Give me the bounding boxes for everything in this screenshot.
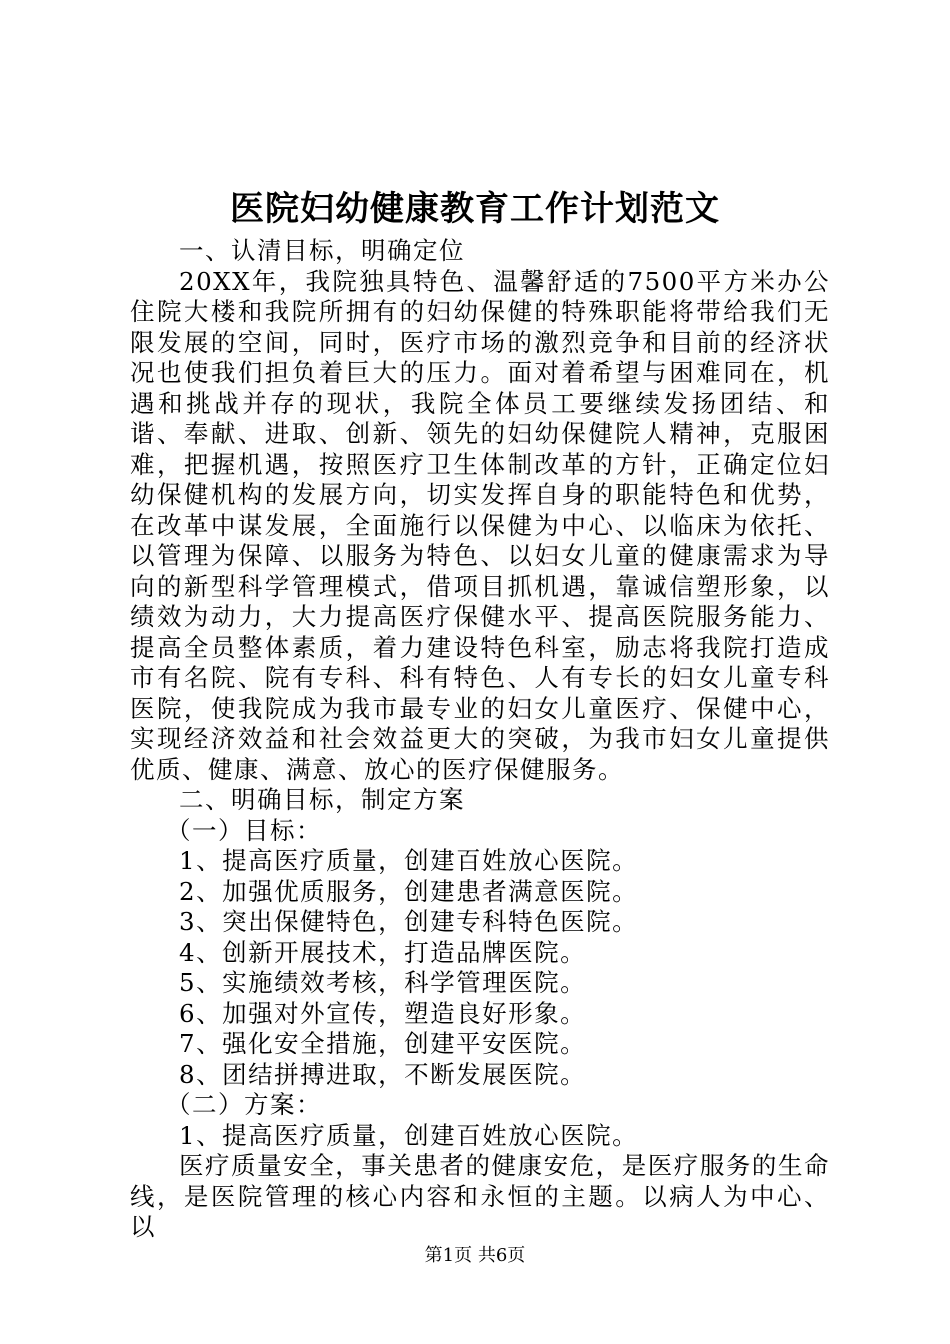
body-paragraph: 20XX年，我院独具特色、温馨舒适的7500平方米办公住院大楼和我院所拥有的妇幼保健的特殊职能将带给我们无限发展的空间，同时，医疗市场的激烈竞争和目前的经济状况也使我们担负着巨大的压力。面对着希望与困难同在，机遇和挑战并存的现状，我院全体员工要继续发扬团结、和谐、奉献、进取、创新、领先的妇幼保健院人精神，克服困难，把握机遇，按照医疗卫生体制改革的方针，正确定位妇幼保健机构的发展方向，切实发挥自身的职能特色和优势，在改革中谋发展，全面施行以保健为中心、以临床为依托、以管理为保障、以服务为特色、以妇女儿童的健康需求为导向的新型科学管理模式，借项目抓机遇，靠诚信塑形象，以绩效为动力，大力提高医疗保健水平、提高医院服务能力、提高全员整体素质，着力建设特色科室，励志将我院打造成市有名院、院有专科、科有特色、人有专长的妇女儿童专科医院，使我院成为我市最专业的妇女儿童医疗、保健中心，实现经济效益和社会效益更大的突破，为我市妇女儿童提供优质、健康、满意、放心的医疗保健服务。 [130, 266, 830, 784]
body-paragraph: 医疗质量安全，事关患者的健康安危，是医疗服务的生命线，是医院管理的核心内容和永恒的主题。以病人为中心、以 [130, 1151, 830, 1241]
list-item: 6、加强对外宣传，塑造良好形象。 [179, 998, 587, 1028]
document-title: 医院妇幼健康教育工作计划范文 [230, 189, 720, 229]
list-item: 3、突出保健特色，创建专科特色医院。 [179, 907, 639, 936]
list-item: 2、加强优质服务，创建患者满意医院。 [179, 876, 639, 906]
document-body [130, 236, 830, 1243]
list-item: 5、实施绩效考核，科学管理医院。 [179, 968, 587, 997]
section-heading: 一、认清目标，明确定位 [179, 236, 465, 265]
list-item: 8、团结拼搏进取，不断发展医院。 [179, 1059, 587, 1089]
page-footer: 第1页 共6页 [424, 1245, 526, 1266]
list-item: 1、提高医疗质量，创建百姓放心医院。 [179, 1120, 639, 1150]
subsection-heading: （一）目标： [166, 815, 322, 845]
list-item: 4、创新开展技术，打造品牌医院。 [179, 937, 587, 967]
section-heading: 二、明确目标，制定方案 [179, 785, 465, 814]
list-item: 7、强化安全措施，创建平安医院。 [179, 1029, 587, 1058]
subsection-heading: （二）方案： [166, 1090, 322, 1119]
list-item: 1、提高医疗质量，创建百姓放心医院。 [179, 846, 639, 875]
